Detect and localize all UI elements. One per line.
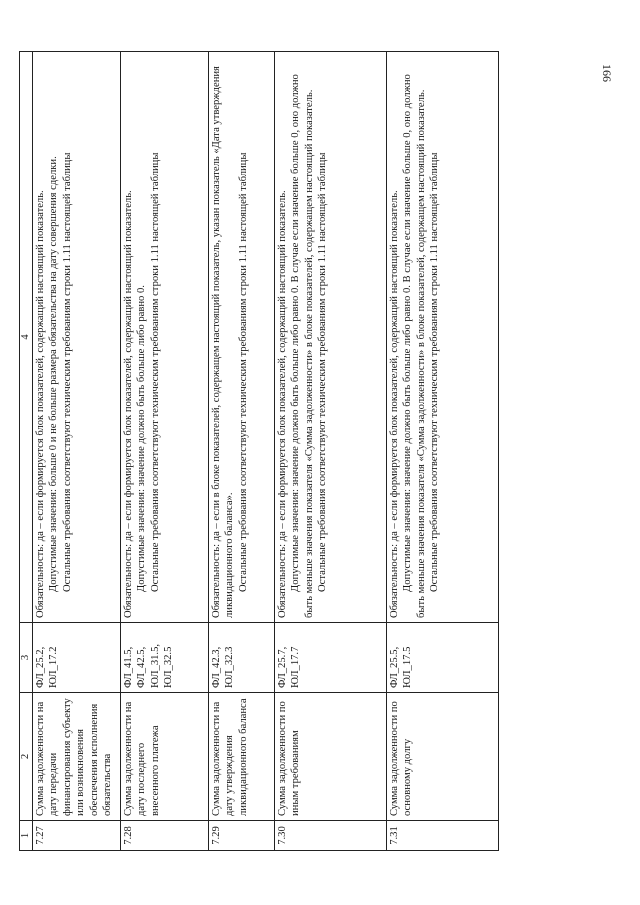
row-number: 7.27 bbox=[33, 821, 121, 851]
field-code: ЮЛ_17.5 bbox=[402, 646, 414, 688]
column-header: 4 bbox=[20, 52, 33, 623]
rotated-page-content bbox=[19, 51, 569, 851]
column-header: 3 bbox=[20, 623, 33, 693]
requirements bbox=[33, 52, 121, 623]
requirement-other: Остальные требования соответствуют техническим требованиям строки 1.11 настоящей таблицы bbox=[149, 152, 161, 592]
field-code: ЮЛ_17.2 bbox=[48, 646, 60, 688]
field-code: ЮЛ_31.5, bbox=[149, 643, 161, 688]
row-number: 7.28 bbox=[121, 821, 209, 851]
requirement-other: Остальные требования соответствуют техническим требованиям строки 1.11 настоящей таблицы bbox=[237, 152, 249, 592]
requirement-mandatory: Обязательность: да – если в блоке показателей, содержащем настоящий показатель, указан показатель «Дата утверждения ликвидационного баланса». bbox=[211, 66, 236, 618]
table-row bbox=[275, 52, 387, 851]
field-codes bbox=[209, 623, 275, 693]
field-codes bbox=[387, 623, 499, 693]
field-code: ФЛ_42.5, bbox=[136, 646, 148, 688]
indicator-name: Сумма задолженности на дату утверждения ликвидационного баланса bbox=[209, 693, 275, 821]
requirements bbox=[387, 52, 499, 623]
requirements bbox=[121, 52, 209, 623]
header-row bbox=[20, 52, 33, 851]
requirements bbox=[209, 52, 275, 623]
requirement-allowed-values: Допустимые значения: значение должно быть больше либо равно 0. В случае если значение больше 0, оно должно быть меньше значения показателя «Сумма задолженности» в блоке показателей, содержащем настоящий показатель. bbox=[290, 74, 315, 618]
field-code: ЮЛ_17.7 bbox=[290, 646, 302, 688]
requirement-mandatory: Обязательность: да – если формируется блок показателей, содержащий настоящий показатель. bbox=[389, 190, 400, 618]
column-header: 2 bbox=[20, 693, 33, 821]
requirements-table bbox=[19, 51, 499, 851]
field-code: ФЛ_42.3, bbox=[211, 646, 222, 688]
indicator-name: Сумма задолженности по основному долгу bbox=[387, 693, 499, 821]
requirement-other: Остальные требования соответствуют техническим требованиям строки 1.11 настоящей таблицы bbox=[317, 152, 329, 592]
field-code: ЮЛ_32.3 bbox=[224, 646, 236, 688]
indicator-name: Сумма задолженности по иным требованиям bbox=[275, 693, 387, 821]
table-row bbox=[387, 52, 499, 851]
requirement-mandatory: Обязательность: да – если формируется блок показателей, содержащий настоящий показатель. bbox=[35, 190, 46, 618]
field-code: ФЛ_25.2, bbox=[35, 646, 46, 688]
requirement-mandatory: Обязательность: да – если формируется блок показателей, содержащий настоящий показатель. bbox=[277, 190, 288, 618]
field-code: ФЛ_25.7, bbox=[277, 646, 288, 688]
row-number: 7.31 bbox=[387, 821, 499, 851]
field-code: ФЛ_25.5, bbox=[389, 646, 400, 688]
row-number: 7.30 bbox=[275, 821, 387, 851]
field-code: ФЛ_41.5, bbox=[123, 646, 134, 688]
requirement-other: Остальные требования соответствуют техническим требованиям строки 1.11 настоящей таблицы bbox=[61, 152, 73, 592]
column-header: 1 bbox=[20, 821, 33, 851]
row-number: 7.29 bbox=[209, 821, 275, 851]
requirement-mandatory: Обязательность: да – если формируется блок показателей, содержащий настоящий показатель. bbox=[123, 190, 134, 618]
field-codes bbox=[33, 623, 121, 693]
field-codes bbox=[275, 623, 387, 693]
requirement-allowed-values: Допустимые значения: значение должно быть больше либо равно 0. bbox=[136, 285, 148, 592]
requirement-allowed-values: Допустимые значения: значение должно быть больше либо равно 0. В случае если значение больше 0, оно должно быть меньше значения показателя «Сумма задолженности» в блоке показателей, содержащем настоящий показатель. bbox=[402, 74, 427, 618]
requirements bbox=[275, 52, 387, 623]
requirement-allowed-values: Допустимые значения: больше 0 и не больше размера обязательства на дату совершения сделки. bbox=[48, 156, 60, 592]
page-number: 166 bbox=[600, 64, 614, 82]
requirement-other: Остальные требования соответствуют техническим требованиям строки 1.11 настоящей таблицы bbox=[429, 152, 441, 592]
table-row bbox=[121, 52, 209, 851]
table-row bbox=[209, 52, 275, 851]
indicator-name: Сумма задолженности на дату последнего внесенного платежа bbox=[121, 693, 209, 821]
table-row bbox=[33, 52, 121, 851]
field-codes bbox=[121, 623, 209, 693]
indicator-name: Сумма задолженности на дату передачи финансирования субъекту или возникновения обеспечения исполнения обязательства bbox=[33, 693, 121, 821]
field-code: ЮЛ_32.5 bbox=[163, 646, 175, 688]
